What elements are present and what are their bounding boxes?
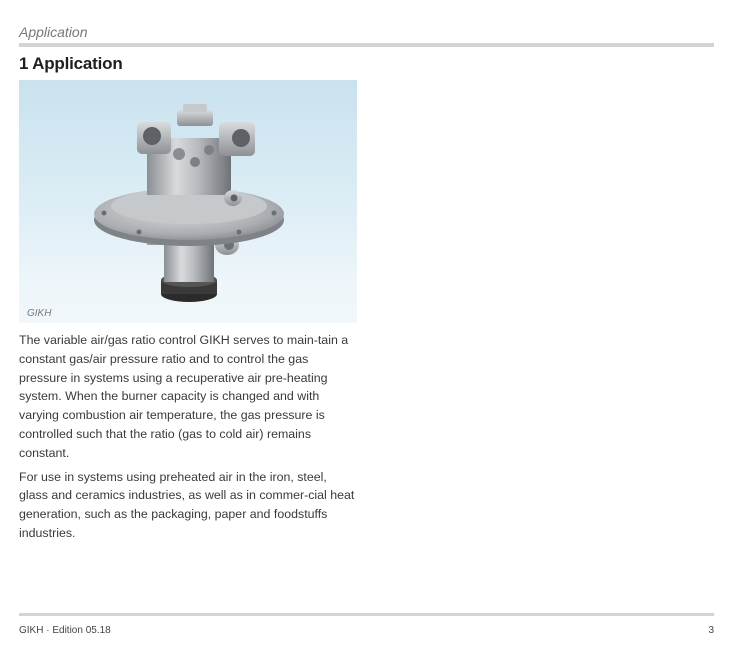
paragraph-purpose: The variable air/gas ratio control GIKH serves to main-tain a constant gas/air pressure ratio and to control the gas pressure in systems using a recuperative air pre-heating system. When the burner capacity is changed and with varying combustion air temperature, the gas pressure is controlled such that the ratio (gas to cold air) remains constant. — [19, 333, 349, 460]
section-title: 1 Application — [19, 54, 123, 73]
footer-rule — [19, 613, 714, 616]
regulator-illustration — [19, 80, 357, 323]
page-number: 3 — [708, 625, 714, 636]
product-figure — [19, 80, 357, 323]
header-section-label: Application — [19, 24, 88, 40]
figure-caption: GIKH — [27, 308, 52, 319]
footer-edition: GIKH · Edition 05.18 — [19, 625, 111, 636]
header-rule — [19, 43, 714, 47]
paragraph-usage: For use in systems using preheated air in the iron, steel, glass and ceramics industries, as well as in commer-cial heat generation, such as the packaging, paper and foodstuffs industries. — [19, 469, 355, 540]
body-text — [19, 331, 359, 548]
